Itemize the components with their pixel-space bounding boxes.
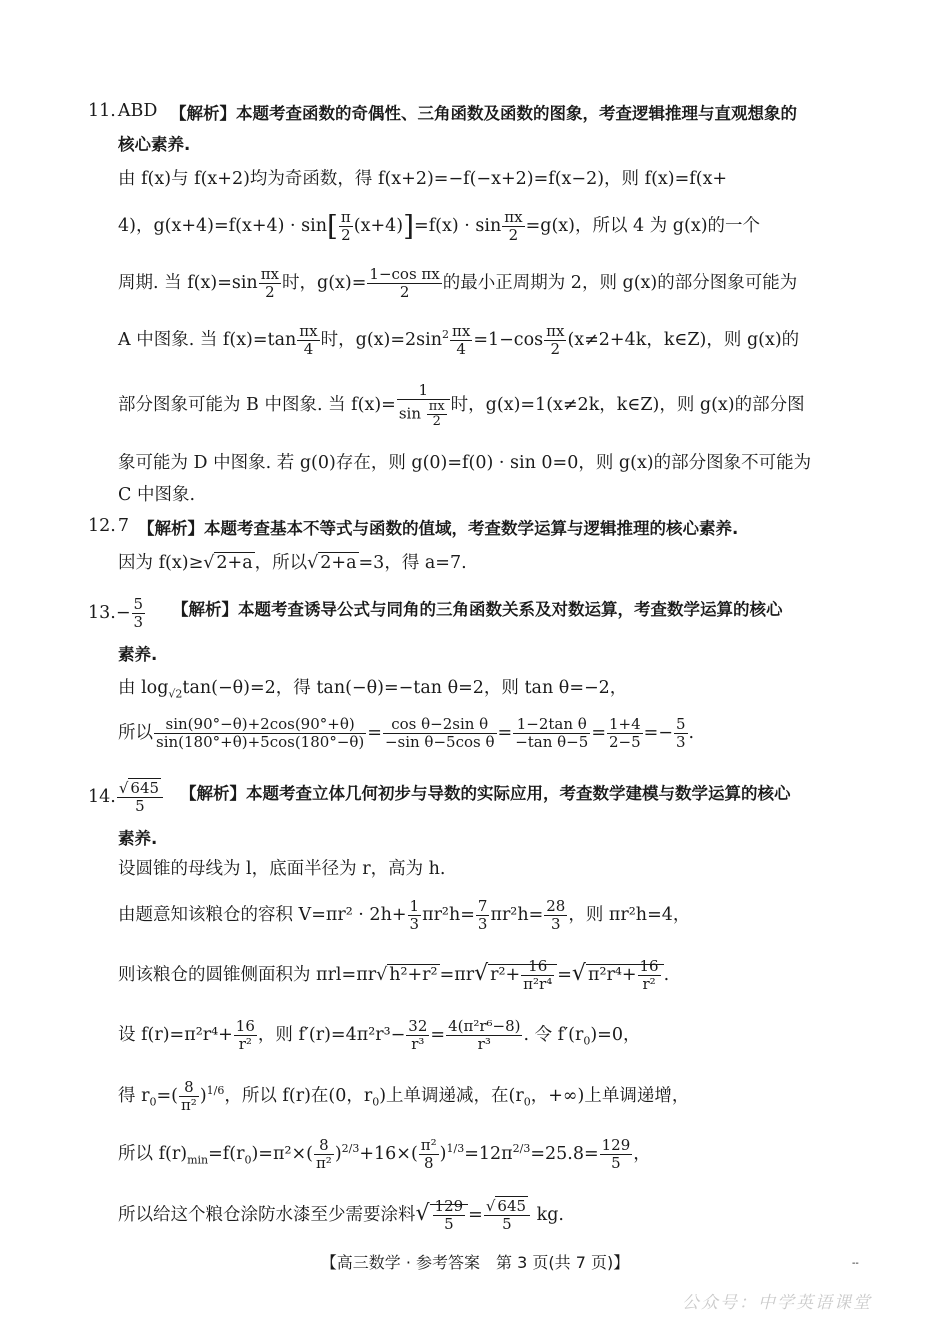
- q14-number: 14. $\frac{√ 645}{5}$: [88, 780, 164, 815]
- q14-line-7: 所以给这个粮仓涂防水漆至少需要涂料√ $\frac{129}{5}$ = $\frac{√ 645}{5}$ kg.: [118, 1197, 564, 1233]
- q11-line-5: 部分图象可能为 B 中图象. 当 f(x)= 1 sin $\frac{\pi x}{2}$ 时，g(x)=1(x≠2k，k∈Z)，则 g(x)的部分图: [118, 381, 805, 429]
- q11-line-3: 周期. 当 f(x)=sin $\frac{\pi x}{2}$ 时，g(x)= $\frac{\text{1−cos πx}}{2}$ 的最小正周期为 2，则 g(x)的部分图象可能为: [118, 265, 798, 301]
- q14-analysis-head: 【解析】本题考查立体几何初步与导数的实际应用，考查数学建模与数学运算的核心: [180, 784, 791, 803]
- q13-number: 13.− $\frac{5}{3}$: [88, 595, 144, 631]
- q14-line-2: 由题意知该粮仓的容积 V=πr² · 2h+ $\frac{1}{3}$ πr²h= $\frac{7}{3}$ πr²h= $\frac{28}{3}$ ，则 πr²h=4，: [118, 897, 691, 933]
- q11-line-6: 象可能为 D 中图象. 若 g(0)存在，则 g(0)=f(0) · sin 0=0，则 g(x)的部分图象不可能为: [118, 453, 812, 473]
- q14-line-6: 所以 $f(r)_{min}=f(r_0)=\pi^2\times$( $\frac{8}{\text{π²}}$ )$^{2/3}$+16×( $\frac{\text{π²}}{8}$ )$^{1/3}=12\pi^{2/3}=25.8=$ $\frac{129}{5}$ ，: [118, 1135, 651, 1172]
- q12-line-1: 因为 f(x)≥√ 2+a ，所以√ 2+a =3，得 a=7.: [118, 553, 467, 573]
- q13-analysis-head-2: 素养.: [118, 645, 158, 664]
- q14-analysis-head-2: 素养.: [118, 829, 158, 848]
- page-footer: 【高三数学 · 参考答案 第 3 页(共 7 页)】: [320, 1253, 630, 1272]
- q11-line-4: A 中图象. 当 f(x)=tan $\frac{\pi x}{4}$ 时，$g(x)=2\sin^2$ $\frac{\pi x}{4}$ =1−cos $\frac{\pi x}{2}$ (x≠2+4k，k∈Z)，则 g(x)的: [118, 321, 800, 358]
- q14-line-3: 则该粮仓的圆锥侧面积为 πrl=πr√ h²+r² =πr√ r²+ $\frac{16}{\text{π²r⁴}}$ =√ π²r⁴+ $\frac{16}{\text{r²}}$ .: [118, 957, 670, 993]
- q13-line-2: 所以 $\frac{\sin(90^\circ-\theta)+2\cos(90^\circ+\theta)}{\sin(180^\circ+\theta)+5\cos(180^\circ-\theta)}$ = $\frac{\text{cos θ−2sin θ}}{\text{−sin θ−5cos θ}}$ = $\frac{\text{1−2tan θ}}{\text{−tan θ−5}}$ = $\frac{1+4}{2-5}$ =− $\frac{5}{3}$ .: [118, 715, 695, 751]
- footer-dash: --: [852, 1258, 859, 1269]
- q12-number: 12. 7: [88, 516, 129, 536]
- q13-line-1: 由 $\log_{√2}\tan(-\theta)=2$，得 tan(−θ)=−tan θ=2，则 tan θ=−2，: [118, 678, 628, 701]
- q14-line-5: 得 $r_0=$( $\frac{8}{\text{π²}}$ )$^{1/6}$，所以 f(r)在(0，$r_0$)上单调递减，在($r_0$，+∞)上单调递增，: [118, 1077, 690, 1114]
- q14-line-1: 设圆锥的母线为 l，底面半径为 r，高为 h.: [118, 859, 446, 879]
- q11-line-2: 4)，g(x+4)=f(x+4) · sin[ $\frac{\pi}{2}$ (x+4)]=f(x) · sin $\frac{\pi x}{2}$ =g(x)，所以 4 为 g(x)的一个: [118, 208, 761, 244]
- q11-analysis-head: 【解析】本题考查函数的奇偶性、三角函数及函数的图象，考查逻辑推理与直观想象的: [170, 104, 797, 123]
- q11-analysis-head-2: 核心素养.: [118, 135, 191, 154]
- q11-number: 11. ABD: [88, 101, 158, 121]
- q14-line-4: 设 f(r)=π²r⁴+ $\frac{16}{\text{r²}}$ ，则 f′(r)=4π²r³− $\frac{32}{\text{r³}}$ = $\frac{\text{4(π²r⁶−8)}}{\text{r³}}$ . 令 $f'(r_0)=0$，: [118, 1017, 641, 1053]
- q12-analysis-head: 【解析】本题考查基本不等式与函数的值域，考查数学运算与逻辑推理的核心素养.: [138, 519, 739, 538]
- q13-analysis-head: 【解析】本题考查诱导公式与同角的三角函数关系及对数运算，考查数学运算的核心: [172, 600, 783, 619]
- watermark: 公众号：中学英语课堂: [682, 1293, 872, 1313]
- q11-line-7: C 中图象.: [118, 485, 196, 505]
- q11-line-1: 由 f(x)与 f(x+2)均为奇函数，得 f(x+2)=−f(−x+2)=f(x−2)，则 f(x)=f(x+: [118, 169, 728, 189]
